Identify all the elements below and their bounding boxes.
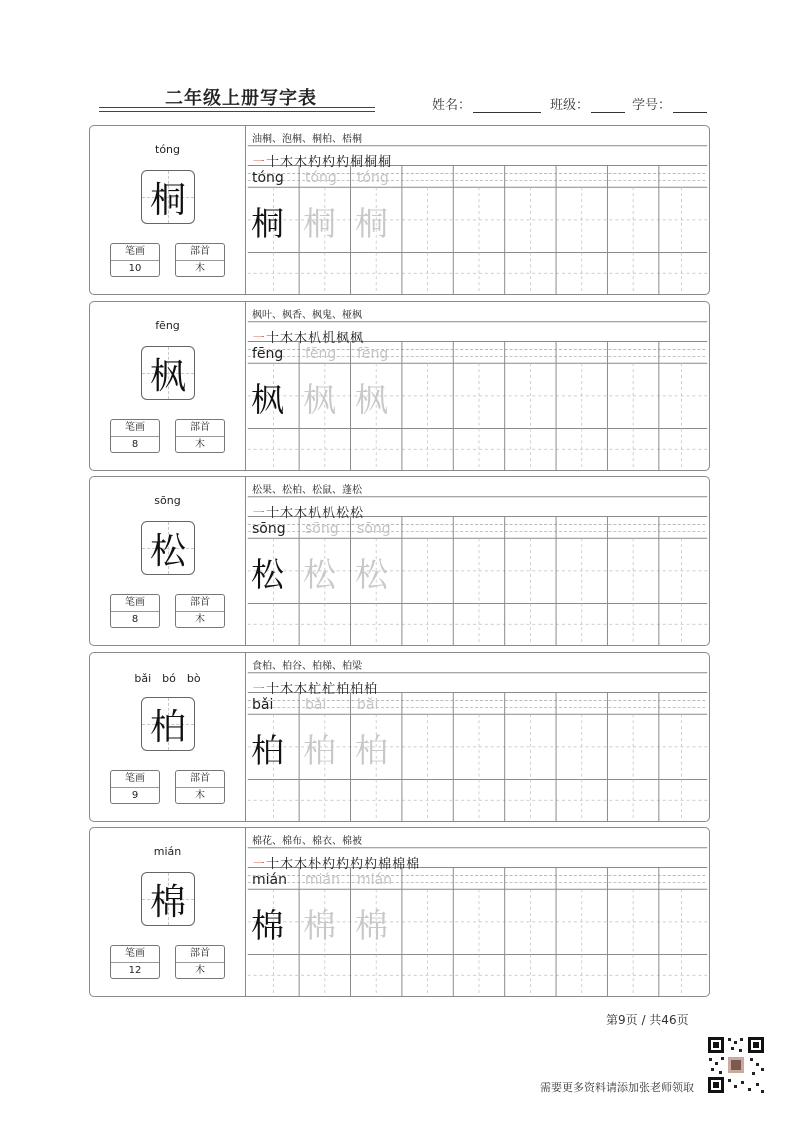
character-trace: 枫	[303, 380, 336, 419]
stroke-step: 杓	[350, 857, 365, 872]
stroke-count-label: 笔画	[111, 595, 159, 612]
character-card	[89, 827, 710, 997]
character-box	[141, 872, 195, 926]
name-field[interactable]	[432, 94, 541, 113]
name-blank[interactable]	[473, 99, 541, 113]
stroke-step: 柏	[364, 682, 379, 697]
stroke-step: 朳	[322, 506, 337, 521]
stroke-step: ㇐	[252, 155, 267, 170]
stroke-order	[252, 327, 364, 346]
student-id-blank[interactable]	[673, 99, 707, 113]
stroke-count-value: 12	[128, 965, 142, 976]
radical-label: 部首	[176, 244, 224, 261]
stroke-order	[252, 853, 420, 872]
character-box	[141, 170, 195, 224]
stroke-count-label: 笔画	[111, 420, 159, 437]
stroke-order	[252, 502, 364, 521]
stroke-count-label: 笔画	[111, 244, 159, 261]
character-model: 柏	[251, 731, 284, 770]
character-trace: 松	[303, 555, 336, 594]
stroke-step: 枫	[336, 331, 351, 346]
pinyin-trace: bǎi	[357, 697, 379, 713]
character-trace: 桐	[303, 204, 336, 243]
qr-caption: 需要更多资料请添加张老师领取	[540, 1081, 694, 1094]
stroke-order	[252, 678, 378, 697]
stroke-count-label: 笔画	[111, 771, 159, 788]
character-glyph: 桐	[149, 179, 186, 221]
stroke-step: 棉	[378, 857, 393, 872]
pinyin-model: tóng	[252, 170, 284, 186]
stroke-step: 十	[266, 155, 281, 170]
stroke-step: 柏	[336, 682, 351, 697]
stroke-step: 杧	[322, 682, 337, 697]
character-trace: 柏	[355, 731, 388, 770]
stroke-step: 木	[294, 506, 309, 521]
character-pinyin: tóng	[155, 143, 180, 156]
class-label: 班级：	[550, 98, 590, 113]
character-info-panel	[90, 653, 246, 821]
stroke-step: 十	[266, 857, 281, 872]
character-glyph: 棉	[149, 881, 186, 923]
character-model: 松	[251, 555, 284, 594]
example-words: 松果、松柏、松鼠、蓬松	[252, 485, 362, 496]
character-info-panel	[90, 828, 246, 996]
radical-box	[175, 243, 225, 277]
stroke-step: 朴	[308, 857, 323, 872]
class-field[interactable]	[550, 94, 625, 113]
character-info-panel	[90, 126, 246, 294]
pinyin-trace: fēng	[357, 346, 389, 362]
stroke-order	[252, 151, 392, 170]
character-card	[89, 652, 710, 822]
stroke-step: 松	[350, 506, 365, 521]
pinyin-model: bǎi	[252, 697, 274, 713]
pinyin-trace: sōng	[357, 521, 391, 537]
character-model: 枫	[251, 380, 284, 419]
stroke-count-box	[110, 945, 160, 979]
character-card	[89, 476, 710, 646]
example-words: 枫叶、枫香、枫鬼、桠枫	[252, 310, 362, 321]
character-card	[89, 125, 710, 295]
stroke-step: 机	[322, 331, 337, 346]
stroke-step: 木	[294, 331, 309, 346]
stroke-step: 朳	[308, 506, 323, 521]
pinyin-trace: bǎi	[305, 697, 327, 713]
example-words: 食柏、柏谷、柏梯、柏梁	[252, 661, 362, 672]
stroke-step: 杓	[308, 155, 323, 170]
pinyin-trace: tóng	[305, 170, 337, 186]
example-words: 油桐、泡桐、桐柏、梧桐	[252, 134, 362, 145]
stroke-step: 木	[280, 857, 295, 872]
stroke-count-box	[110, 770, 160, 804]
stroke-step: 木	[280, 331, 295, 346]
character-trace: 枫	[355, 380, 388, 419]
stroke-step: 杓	[336, 857, 351, 872]
class-blank[interactable]	[591, 99, 625, 113]
radical-value: 木	[195, 790, 205, 801]
character-pinyin: mián	[153, 845, 182, 858]
character-pinyin: sōng	[154, 494, 181, 507]
radical-value: 木	[195, 965, 205, 976]
radical-box	[175, 770, 225, 804]
stroke-step: 木	[294, 857, 309, 872]
stroke-step: 木	[280, 682, 295, 697]
stroke-count-value: 10	[128, 263, 142, 274]
radical-value: 木	[195, 614, 205, 625]
character-box	[141, 521, 195, 575]
stroke-count-value: 9	[131, 790, 139, 801]
pinyin-trace: fēng	[305, 346, 337, 362]
stroke-step: 杓	[364, 857, 379, 872]
stroke-step: 木	[280, 155, 295, 170]
character-trace: 棉	[303, 906, 336, 945]
stroke-step: 十	[266, 682, 281, 697]
character-info-panel	[90, 302, 246, 470]
student-id-field[interactable]	[632, 94, 707, 113]
radical-value: 木	[195, 263, 205, 274]
radical-box	[175, 419, 225, 453]
character-pinyin: fēng	[155, 319, 180, 332]
radical-value: 木	[195, 439, 205, 450]
stroke-step: ㇐	[252, 857, 267, 872]
character-glyph: 枫	[149, 355, 186, 397]
example-words: 棉花、棉布、棉衣、棉被	[252, 836, 362, 847]
stroke-count-value: 8	[131, 614, 139, 625]
stroke-step: 桐	[378, 155, 393, 170]
radical-box	[175, 945, 225, 979]
stroke-step: 杓	[322, 857, 337, 872]
stroke-step: 木	[294, 155, 309, 170]
stroke-step: 木	[280, 506, 295, 521]
radical-label: 部首	[176, 946, 224, 963]
radical-label: 部首	[176, 420, 224, 437]
stroke-step: ㇐	[252, 682, 267, 697]
pinyin-trace: tóng	[357, 170, 389, 186]
character-card	[89, 301, 710, 471]
stroke-step: 杧	[308, 682, 323, 697]
character-box	[141, 697, 195, 751]
name-label: 姓名：	[432, 98, 472, 113]
pinyin-model: mián	[252, 872, 287, 888]
stroke-step: 枫	[350, 331, 365, 346]
stroke-count-box	[110, 594, 160, 628]
stroke-step: 柏	[350, 682, 365, 697]
stroke-step: ㇐	[252, 331, 267, 346]
character-trace: 棉	[355, 906, 388, 945]
title-underline	[99, 107, 375, 108]
character-trace: 松	[355, 555, 388, 594]
stroke-step: 十	[266, 506, 281, 521]
character-glyph: 松	[149, 530, 186, 572]
qr-code-icon	[706, 1035, 766, 1095]
pinyin-trace: mián	[357, 872, 392, 888]
stroke-step: ㇐	[252, 506, 267, 521]
pinyin-model: fēng	[252, 346, 284, 362]
stroke-count-value: 8	[131, 439, 139, 450]
stroke-step: 朳	[308, 331, 323, 346]
title-underline-2	[99, 111, 375, 112]
stroke-count-box	[110, 243, 160, 277]
character-trace: 桐	[355, 204, 388, 243]
pinyin-model: sōng	[252, 521, 286, 537]
character-glyph: 柏	[149, 706, 186, 748]
stroke-count-box	[110, 419, 160, 453]
radical-label: 部首	[176, 771, 224, 788]
radical-label: 部首	[176, 595, 224, 612]
pinyin-trace: sōng	[305, 521, 339, 537]
character-box	[141, 346, 195, 400]
stroke-step: 桐	[364, 155, 379, 170]
stroke-count-label: 笔画	[111, 946, 159, 963]
character-trace: 柏	[303, 731, 336, 770]
pinyin-trace: mián	[305, 872, 340, 888]
stroke-step: 十	[266, 331, 281, 346]
stroke-step: 杓	[336, 155, 351, 170]
stroke-step: 木	[294, 682, 309, 697]
character-model: 棉	[251, 906, 284, 945]
stroke-step: 松	[336, 506, 351, 521]
stroke-step: 杓	[322, 155, 337, 170]
student-id-label: 学号：	[632, 98, 672, 113]
character-info-panel	[90, 477, 246, 645]
character-pinyin: bǎi bó bò	[134, 672, 201, 685]
radical-box	[175, 594, 225, 628]
page-title: 二年级上册写字表	[165, 88, 317, 109]
stroke-step: 桐	[350, 155, 365, 170]
stroke-step: 棉	[392, 857, 407, 872]
stroke-step: 棉	[406, 857, 421, 872]
page-number: 第9页 / 共46页	[606, 1013, 689, 1027]
character-model: 桐	[251, 204, 284, 243]
